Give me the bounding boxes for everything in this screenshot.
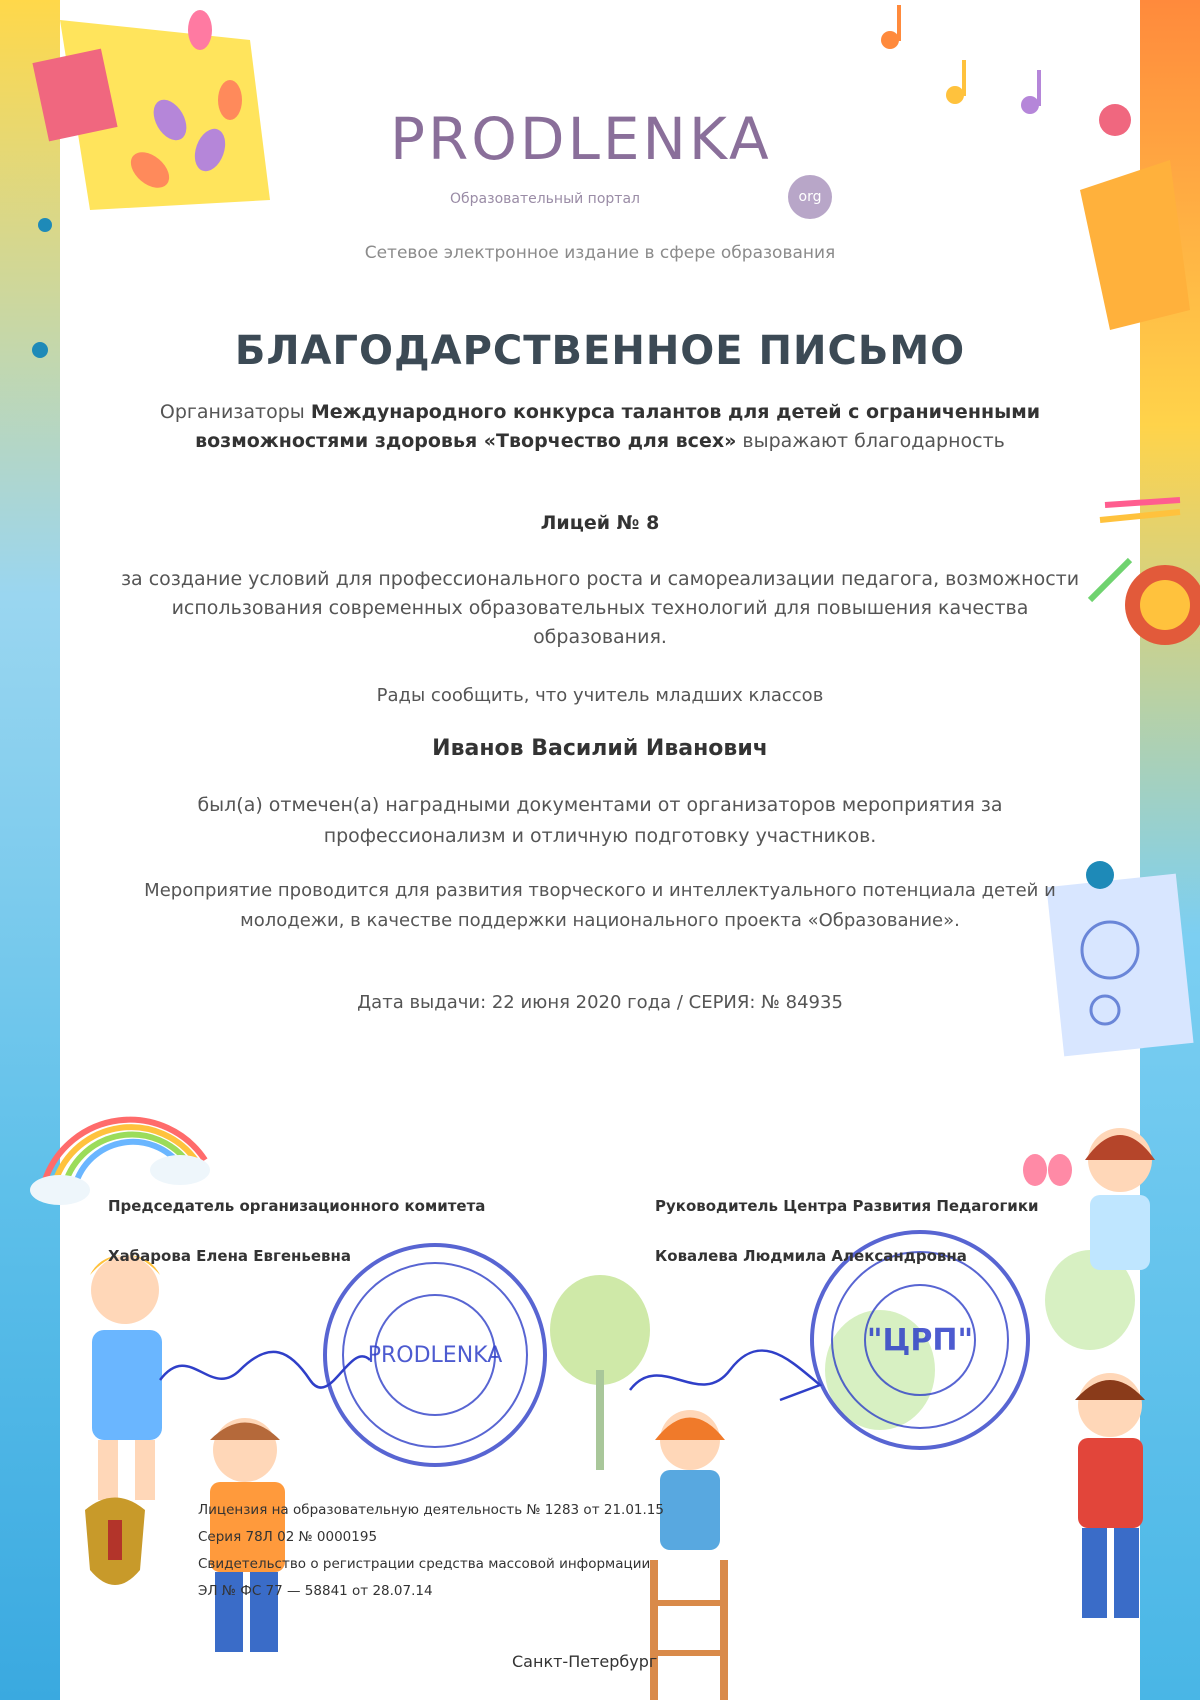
left-signer-role: Председатель организационного комитета (108, 1197, 486, 1215)
license-line: Свидетельство о регистрации средства массовой информации (198, 1556, 651, 1572)
contest-name: Международного конкурса талантов для детей с ограниченными возможностями здоровья «Творчество для всех» (195, 401, 1041, 452)
issue-date: Дата выдачи: 22 июня 2020 года / СЕРИЯ: № 84935 (357, 992, 843, 1013)
left-signer-name: Хабарова Елена Евгеньевна (108, 1247, 352, 1265)
right-signer-name: Ковалева Людмила Александровна (655, 1247, 967, 1265)
logo-subtitle: Образовательный портал (450, 191, 640, 207)
signature-left (160, 1352, 370, 1388)
announce-line: Рады сообщить, что учитель младших классов (376, 685, 824, 706)
intro-paragraph (120, 398, 1080, 456)
license-line: Серия 78Л 02 № 0000195 (198, 1529, 378, 1545)
intro-suffix: выражают благодарность (736, 430, 1005, 452)
teacher-name: Иванов Василий Иванович (432, 736, 768, 761)
license-line: ЭЛ № ФС 77 — 58841 от 28.07.14 (198, 1583, 433, 1599)
stamp-left-text: PRODLENKA (367, 1343, 503, 1368)
signature-right (630, 1351, 820, 1400)
logo-org-badge: org (788, 175, 832, 219)
award-paragraph: был(а) отмечен(а) наградными документами от организаторов мероприятия за профессионализм и отличную подготовку участников. (197, 794, 1003, 847)
license-block (198, 1497, 838, 1605)
city: Санкт-Петербург (512, 1652, 658, 1671)
license-line: Лицензия на образовательную деятельность № 1283 от 21.01.15 (198, 1502, 664, 1518)
intro-prefix: Организаторы (159, 401, 311, 423)
tagline: Сетевое электронное издание в сфере образования (364, 243, 836, 263)
purpose-paragraph: Мероприятие проводится для развития творческого и интеллектуального потенциала детей и молодежи, в качестве поддержки национального проекта «Образование». (144, 880, 1056, 931)
document-title: БЛАГОДАРСТВЕННОЕ ПИСЬМО (234, 328, 966, 374)
right-signer-role: Руководитель Центра Развития Педагогики (655, 1197, 1039, 1215)
reason-paragraph: за создание условий для профессионального роста и самореализации педагога, возможности использования современных образовательных технологий для повышения качества образования. (120, 568, 1080, 648)
recipient-name: Лицей № 8 (540, 512, 660, 534)
stamp-right-text: "ЦРП" (866, 1323, 974, 1358)
logo-wordmark: PRODLENKA (390, 105, 772, 173)
